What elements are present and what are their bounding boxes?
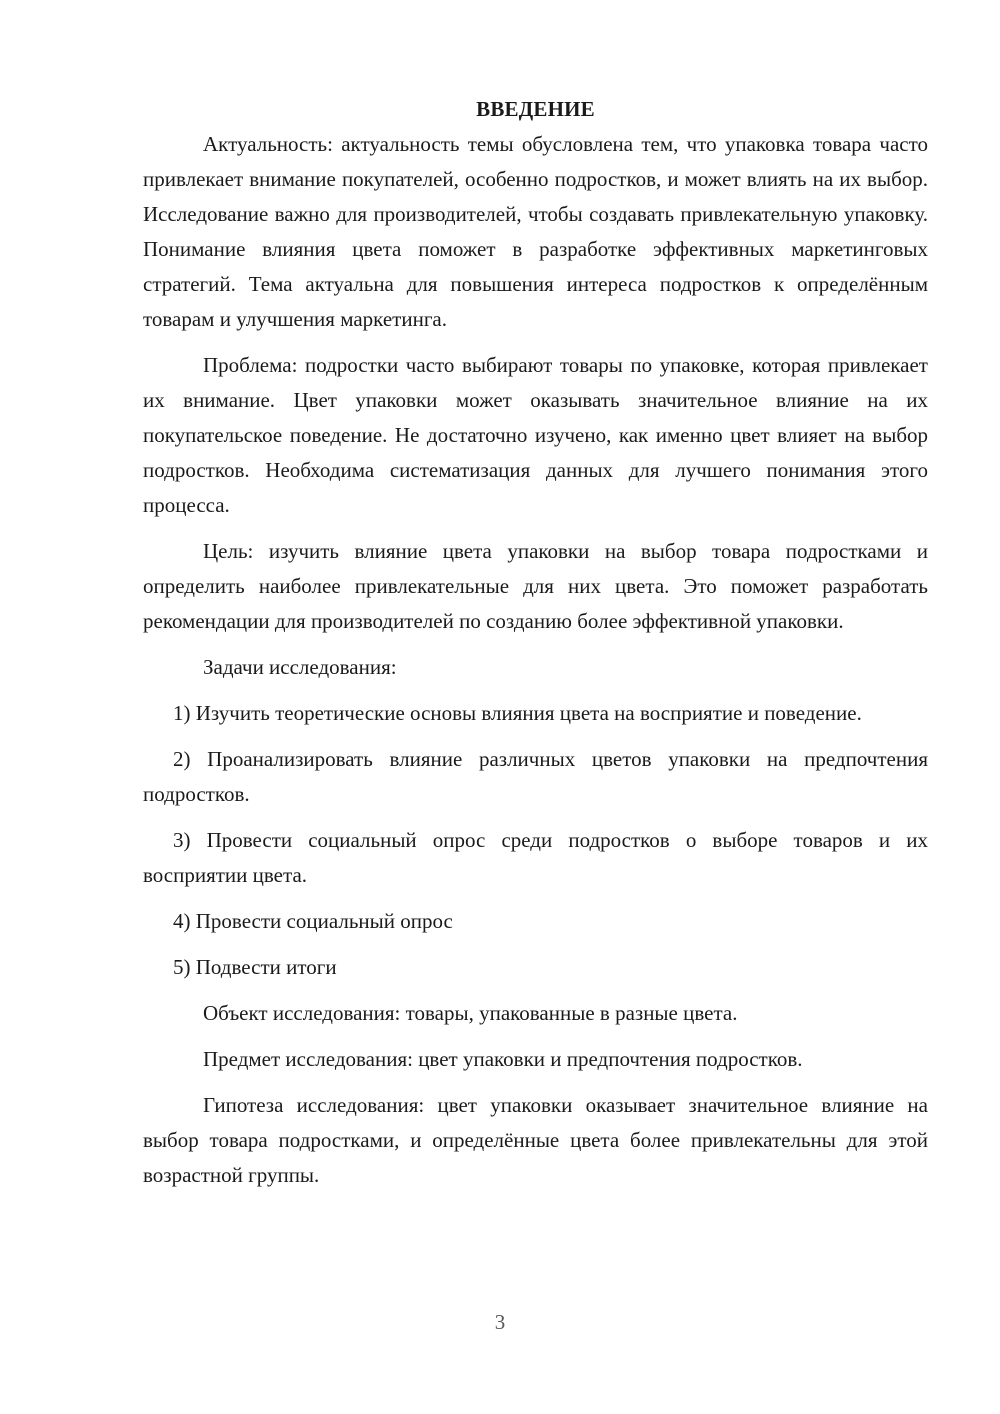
- paragraph-problem: Проблема: подростки часто выбирают товары по упаковке, которая привлекает их внимание. Цвет упаковки может оказывать значительное влияние на их покупательское поведение. Не достаточно изучено, как именно цвет влияет на выбор подростков. Необходима систематизация данных для лучшего понимания этого процесса.: [143, 353, 928, 517]
- tasks-heading: Задачи исследования:: [203, 655, 397, 679]
- task-item-2: 2) Проанализировать влияние различных цветов упаковки на предпочтения подростков.: [143, 747, 928, 806]
- paragraph-relevance: Актуальность: актуальность темы обусловлена тем, что упаковка товара часто привлекает внимание покупателей, особенно подростков, и может влиять на их выбор. Исследование важно для производителей, чтобы создавать привлекательную упаковку. Понимание влияния цвета поможет в разработке эффективных маркетинговых стратегий. Тема актуальна для повышения интереса подростков к определённым товарам и улучшения маркетинга.: [143, 132, 928, 331]
- paragraph-subject: Предмет исследования: цвет упаковки и предпочтения подростков.: [203, 1047, 803, 1071]
- page-content: [143, 92, 928, 1193]
- task-item-1: 1) Изучить теоретические основы влияния цвета на восприятие и поведение.: [173, 701, 862, 725]
- page-number: 3: [494, 1310, 506, 1334]
- paragraph-goal: Цель: изучить влияние цвета упаковки на выбор товара подростками и определить наиболее привлекательные для них цвета. Это поможет разработать рекомендации для производителей по созданию более эффективной упаковки.: [143, 539, 928, 633]
- paragraph-hypothesis: Гипотеза исследования: цвет упаковки оказывает значительное влияние на выбор товара подростками, и определённые цвета более привлекательны для этой возрастной группы.: [143, 1093, 928, 1187]
- section-title: ВВЕДЕНИЕ: [476, 97, 595, 121]
- paragraph-object: Объект исследования: товары, упакованные в разные цвета.: [203, 1001, 738, 1025]
- task-item-5: 5) Подвести итоги: [173, 955, 337, 979]
- task-item-3: 3) Провести социальный опрос среди подростков о выборе товаров и их восприятии цвета.: [143, 828, 928, 887]
- task-item-4: 4) Провести социальный опрос: [173, 909, 453, 933]
